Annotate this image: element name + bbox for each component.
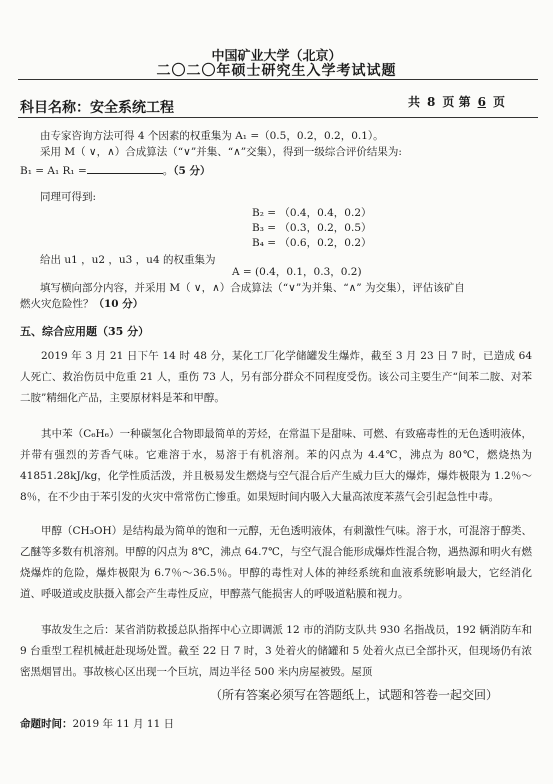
paragraph-4: 事故发生之后：某省消防救援总队指挥中心立即调派 12 市的消防支队共 930 名指战员，192 辆消防车和 9 台重型工程机械赶赴现场处置。截至 22 日 7 时，3 处着火的储罐和 5 处着火点已全部扑灭，但现场仍有浓密黑烟冒出。事故核心区出现一个巨坑，周边半径 500 米内房屋被毁。屋顶 [20, 624, 532, 678]
a-set: A = (0.4，0.1，0.3，0.2) [232, 266, 362, 278]
answer-instruction: （所有答案必须写在答题纸上，试题和答卷一起交回） [210, 688, 499, 702]
section-5-title: 五、综合应用题（35 分） [20, 325, 150, 338]
score-5: （5 分） [173, 165, 211, 177]
university-name: 中国矿业大学（北京） [211, 49, 342, 64]
date-value: 2019 年 11 月 11 日 [72, 718, 175, 730]
b1-suffix: 。 [162, 165, 174, 177]
b1-formula: B₁ = A₁ R₁ = [20, 165, 87, 177]
score-10: （10 分） [93, 298, 144, 310]
q-line-6: 填写横向部分内容，并采用 M（ ∨，∧）合成算法（“∨”为并集、“∧” 为交集），评估该矿自 [40, 282, 465, 294]
page-total: 8 [427, 95, 436, 109]
header-rule-bottom [18, 117, 538, 118]
exam-date [20, 716, 174, 731]
subject-name: 安全系统工程 [90, 100, 174, 116]
page-current: 6 [477, 95, 486, 109]
b3-vector: B₃ = （0.3，0.2，0.5） [252, 222, 372, 234]
q-line-7-text: 燃火灾危险性？ [20, 298, 94, 310]
q-line-4: 同理可得到: [40, 191, 97, 203]
b2-vector: B₂ = （0.4，0.4，0.2） [252, 207, 372, 219]
page-prefix: 共 [408, 95, 421, 109]
q-line-3 [20, 162, 211, 179]
exam-title: 二〇二〇年硕士研究生入学考试试题 [156, 63, 397, 79]
q-line-5: 给出 u1 ，u2 ，u3 ，u4 的权重集为 [40, 254, 216, 266]
subject-label: 科目名称： [20, 100, 90, 116]
subject-heading [20, 97, 174, 117]
b4-vector: B₄ = （0.6，0.2，0.2） [252, 237, 372, 249]
page-suffix: 页 [492, 95, 505, 109]
page-mid: 页 第 [442, 95, 471, 109]
answer-blank [87, 162, 163, 174]
paragraph-1: 2019 年 3 月 21 日下午 14 时 48 分，某化工厂化学储罐发生爆炸，截至 3 月 23 日 7 时，已造成 64 人死亡、救治伤员中危重 21 人，重伤 73 人，另有部分群众不同程度受伤。该公司主要生产“间苯二胺、对苯二胺”精细化产品，主要原材料是苯和甲醇。 [20, 350, 532, 404]
paragraph-2: 其中苯（C₆H₆）一种碳氢化合物即最简单的芳烃，在常温下是甜味、可燃、有致癌毒性的无色透明液体，并带有强烈的芳香气味。它难溶于水，易溶于有机溶剂。苯的闪点为 4.4℃，沸点为 80℃，燃烧热为 41851.28kJ/kg，化学性质活泼，并且极易发生燃烧与空气混合后产生威力巨大的爆炸，爆炸极限为 1.2％～8％，在不少由于苯引发的火灾中常常伤亡惨重。如果短时间内吸入大量高浓度苯蒸气会引起急性中毒。 [20, 428, 532, 503]
q-line-7 [20, 297, 143, 312]
header-rule-top [18, 79, 538, 80]
date-label: 命题时间： [20, 718, 73, 730]
q-line-1: 由专家咨询方法可得 4 个因素的权重集为 A₁ =（0.5，0.2，0.2，0.1）。 [40, 130, 384, 142]
paragraph-3: 甲醇（CH₃OH）是结构最为简单的饱和一元醇，无色透明液体，有刺激性气味。溶于水，可混溶于醇类、乙醚等多数有机溶剂。甲醇的闪点为 8℃，沸点 64.7℃，与空气混合能形成爆炸性混合物，遇热源和明火有燃烧爆炸的危险，爆炸极限为 6.7％～36.5％。甲醇的毒性对人体的神经系统和血液系统影响最大，它经消化道、呼吸道或皮肤摄入都会产生毒性反应，甲醇蒸气能损害人的呼吸道粘膜和视力。 [20, 525, 532, 600]
q-line-2: 采用 M（ ∨，∧）合成算法（“∨”并集、“∧”交集），得到一级综合评价结果为: [40, 146, 402, 158]
page-indicator [408, 93, 505, 110]
